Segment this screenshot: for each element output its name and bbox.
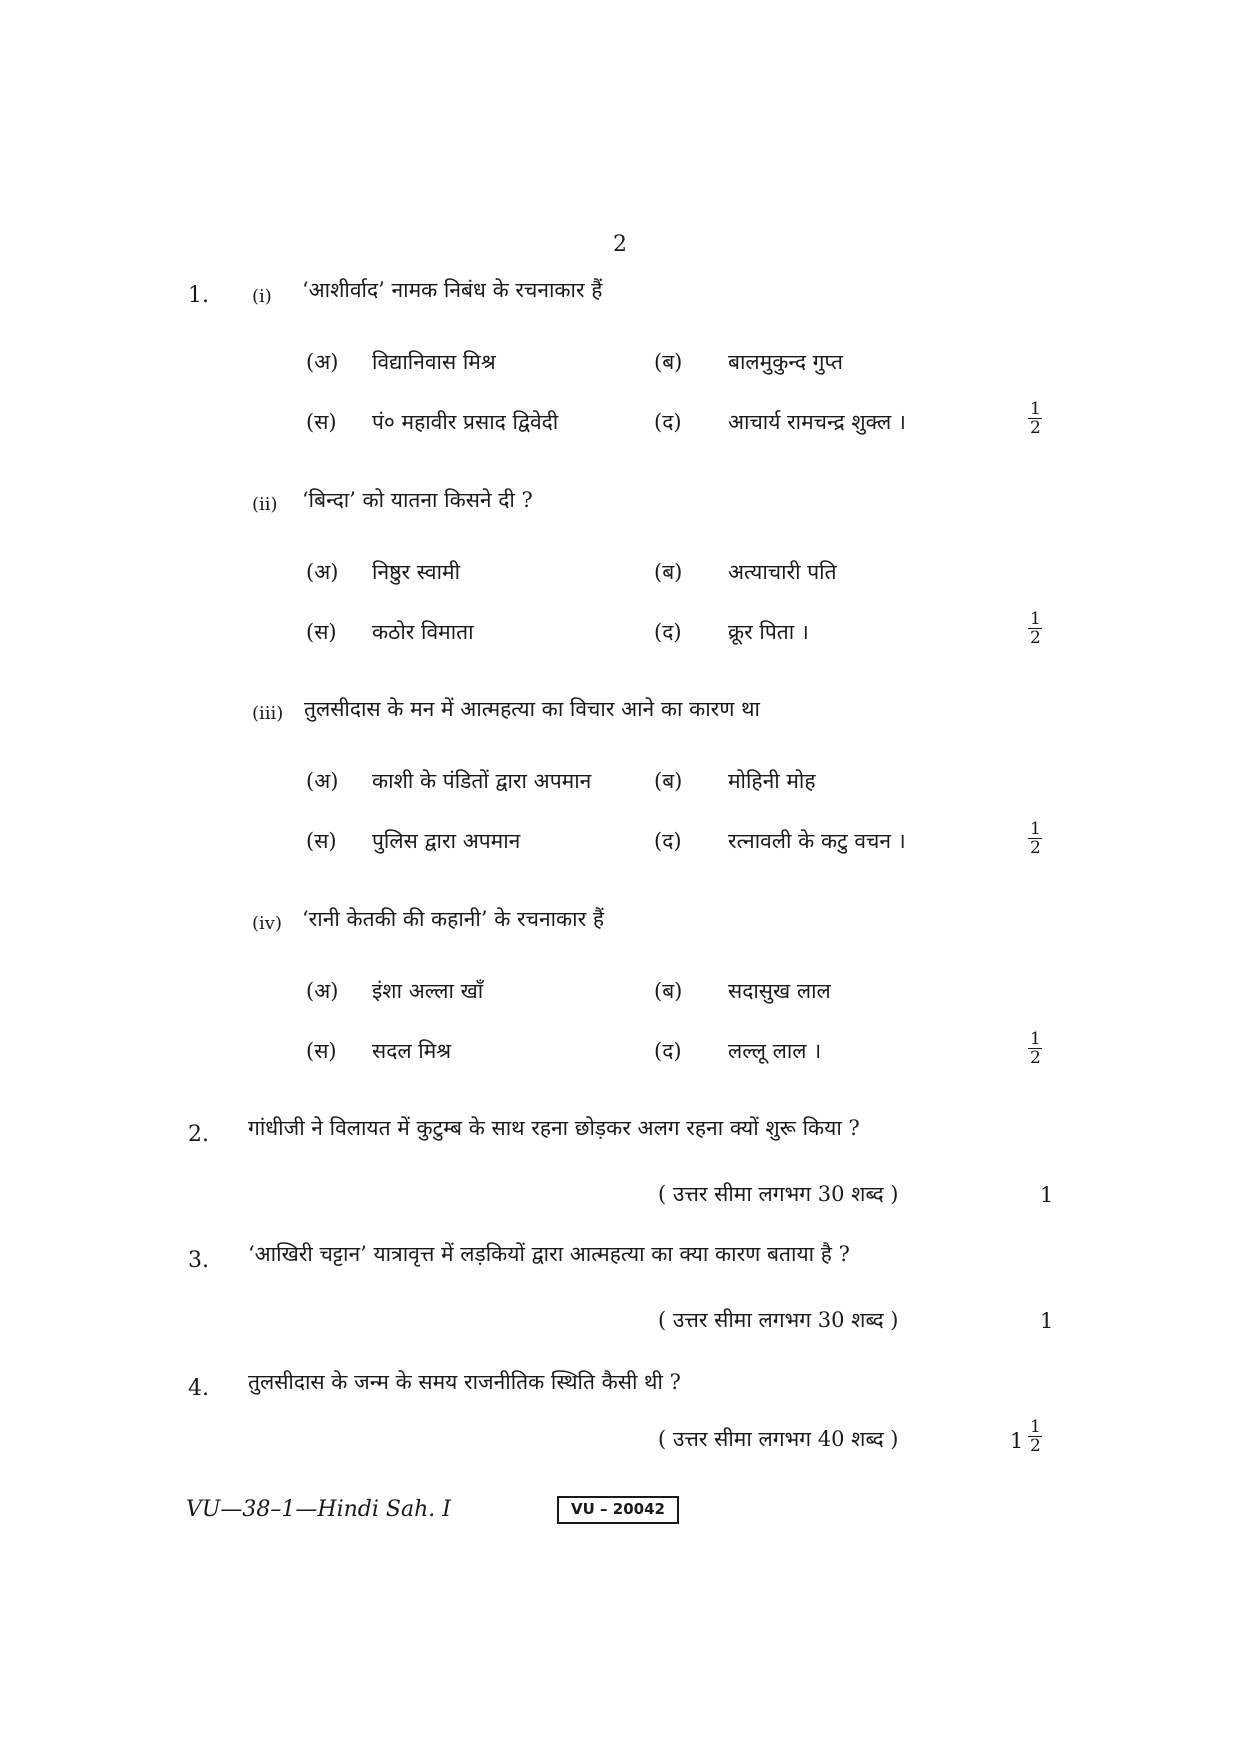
option-text: रत्नावली के कटु वचन । xyxy=(728,829,906,853)
option-text: अत्याचारी पति xyxy=(728,560,837,584)
option-label: (अ) xyxy=(306,560,339,584)
option-text: बालमुकुन्द गुप्त xyxy=(728,350,843,374)
page-number: 2 xyxy=(613,232,627,257)
question-text: ‘आखिरी चट्टान’ यात्रावृत्त में लड़कियों द्वारा आत्महत्या का क्या कारण बताया है ? xyxy=(248,1242,850,1266)
marks-fraction xyxy=(1028,820,1043,857)
option-text: आचार्य रामचन्द्र शुक्ल । xyxy=(728,410,906,434)
option-text: निष्ठुर स्वामी xyxy=(372,560,461,584)
option-text: कठोर विमाता xyxy=(372,620,474,644)
option-text: सदल मिश्र xyxy=(372,1039,452,1063)
sub-question-label: (ii) xyxy=(252,494,278,515)
marks-fraction xyxy=(1028,1418,1043,1455)
fraction-numerator: 1 xyxy=(1030,609,1041,629)
option-text: मोहिनी मोह xyxy=(728,769,816,793)
option-label: (ब) xyxy=(654,560,683,584)
marks-whole: 1 xyxy=(1010,1429,1024,1453)
marks: 1 xyxy=(1040,1309,1054,1333)
question-text: ‘रानी केतकी की कहानी’ के रचनाकार हैं xyxy=(302,907,605,931)
fraction-denominator: 2 xyxy=(1030,1436,1041,1456)
sub-question-label: (iii) xyxy=(252,703,284,724)
marks: 1 xyxy=(1040,1183,1054,1207)
option-label: (अ) xyxy=(306,769,339,793)
question-number: 4. xyxy=(188,1376,209,1401)
option-text: लल्लू लाल । xyxy=(728,1039,822,1063)
option-label: (स) xyxy=(306,410,337,434)
option-label: (ब) xyxy=(654,979,683,1003)
word-limit: ( उत्तर सीमा लगभग 40 शब्द ) xyxy=(658,1427,899,1451)
fraction-numerator: 1 xyxy=(1030,399,1041,419)
fraction-numerator: 1 xyxy=(1030,1417,1041,1437)
option-label: (द) xyxy=(654,410,682,434)
question-number: 3. xyxy=(188,1248,209,1273)
sub-question-label: (iv) xyxy=(252,913,282,934)
word-limit: ( उत्तर सीमा लगभग 30 शब्द ) xyxy=(658,1182,899,1206)
option-text: काशी के पंडितों द्वारा अपमान xyxy=(372,769,592,793)
option-text: विद्यानिवास मिश्र xyxy=(372,350,496,374)
question-text: ‘आशीर्वाद’ नामक निबंध के रचनाकार हैं xyxy=(302,278,603,302)
question-text: तुलसीदास के जन्म के समय राजनीतिक स्थिति कैसी थी ? xyxy=(248,1370,681,1394)
option-text: क्रूर पिता । xyxy=(728,620,809,644)
question-number: 2. xyxy=(188,1122,209,1147)
fraction-denominator: 2 xyxy=(1030,628,1041,648)
option-text: सदासुख लाल xyxy=(728,979,831,1003)
question-text: गांधीजी ने विलायत में कुटुम्ब के साथ रहना छोड़कर अलग रहना क्यों शुरू किया ? xyxy=(248,1116,860,1140)
option-label: (ब) xyxy=(654,350,683,374)
option-label: (स) xyxy=(306,620,337,644)
marks-fraction xyxy=(1028,610,1043,647)
fraction-denominator: 2 xyxy=(1030,1048,1041,1068)
option-label: (स) xyxy=(306,1039,337,1063)
option-label: (स) xyxy=(306,829,337,853)
marks-fraction xyxy=(1028,1030,1043,1067)
fraction-numerator: 1 xyxy=(1030,819,1041,839)
fraction-denominator: 2 xyxy=(1030,838,1041,858)
option-text: पं० महावीर प्रसाद द्विवेदी xyxy=(372,410,559,434)
marks-fraction xyxy=(1028,400,1043,437)
fraction-numerator: 1 xyxy=(1030,1029,1041,1049)
option-label: (ब) xyxy=(654,769,683,793)
option-label: (द) xyxy=(654,829,682,853)
option-text: इंशा अल्ला खाँ xyxy=(372,979,484,1003)
question-number: 1. xyxy=(188,283,209,308)
option-label: (अ) xyxy=(306,350,339,374)
paper-code-box: VU – 20042 xyxy=(557,1496,679,1524)
option-label: (द) xyxy=(654,620,682,644)
option-label: (अ) xyxy=(306,979,339,1003)
sub-question-label: (i) xyxy=(252,286,272,307)
fraction-denominator: 2 xyxy=(1030,418,1041,438)
option-text: पुलिस द्वारा अपमान xyxy=(372,829,521,853)
question-text: तुलसीदास के मन में आत्महत्या का विचार आने का कारण था xyxy=(304,697,760,721)
word-limit: ( उत्तर सीमा लगभग 30 शब्द ) xyxy=(658,1308,899,1332)
paper-code: VU—38–1—Hindi Sah. I xyxy=(186,1497,451,1522)
question-text: ‘बिन्दा’ को यातना किसने दी ? xyxy=(302,488,533,512)
option-label: (द) xyxy=(654,1039,682,1063)
